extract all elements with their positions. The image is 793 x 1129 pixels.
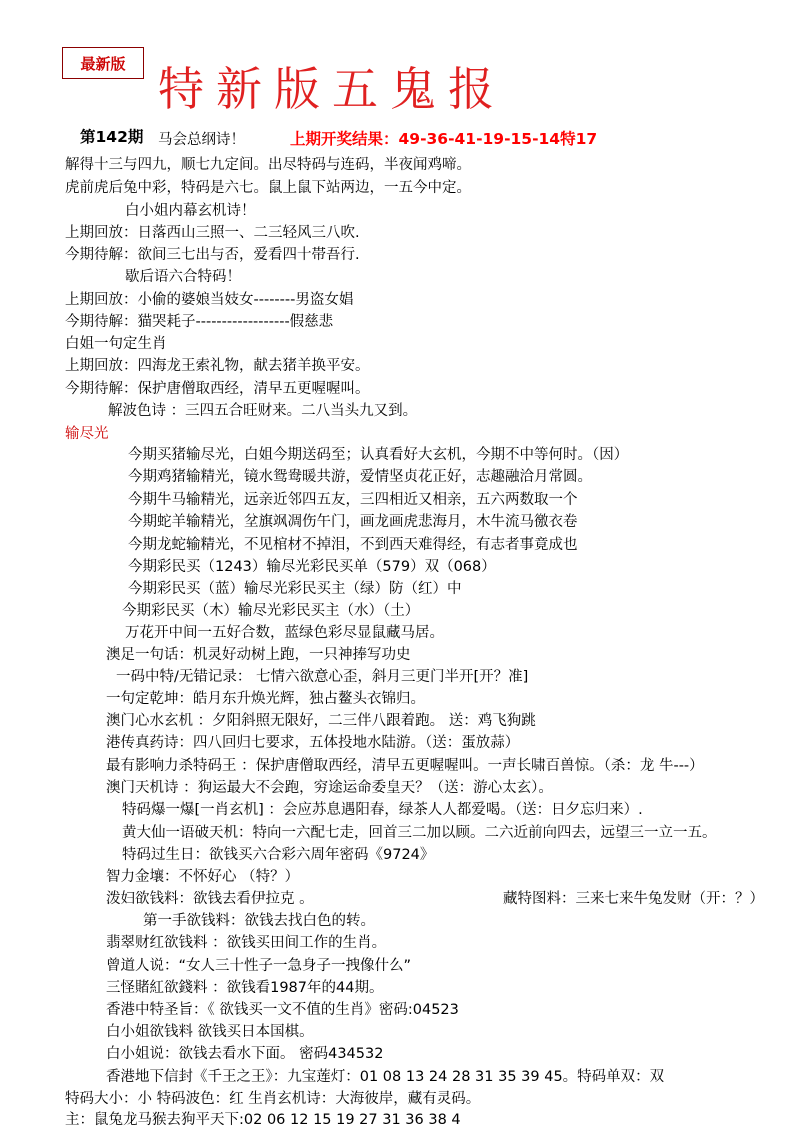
poem-heading: 马会总纲诗！ bbox=[158, 132, 245, 148]
section-heading: 歇后语六合特码！ bbox=[125, 269, 241, 285]
section-heading: 白姐一句定生肖 bbox=[65, 336, 167, 352]
text-line: 澳门天机诗 ：狗运最大不会跑，穷途运命委皇天？（送：游心太玄）。 bbox=[106, 780, 553, 796]
text-line: 上期回放：小偷的婆娘当妓女--------男盗女娼 bbox=[65, 292, 354, 308]
text-line: 今期彩民买（蓝）输尽光彩民买主（绿）防（红）中 bbox=[128, 581, 462, 597]
text-line: 今期待解：猫哭耗子------------------假慈悲 bbox=[65, 314, 334, 330]
text-line: 三怪賭紅欲錢料 ：欲钱看1987年的44期。 bbox=[106, 980, 384, 996]
text-line: 白小姐欲钱料 欲钱买日本国棋。 bbox=[106, 1024, 314, 1040]
text-line: 今期彩民买（木）输尽光彩民买主（水）（土） bbox=[122, 603, 420, 619]
text-line: 一码中特/无错记录： 七情六欲意心歪，斜月三更门半开[开？准] bbox=[116, 669, 529, 685]
text-line: 今期待解：保护唐僧取西经，清早五更喔喔叫。 bbox=[65, 381, 370, 397]
text-line: 万花开中间一五好合数，蓝绿色彩尽显鼠藏马居。 bbox=[125, 625, 444, 641]
text-line: 今期蛇羊输精光，坌旗飒凋伤午门，画龙画虎悲海月，木牛流马徼衣卷 bbox=[128, 514, 578, 530]
text-line: 港传真药诗：四八回归七要求，五体投地水陆游。（送：蛋放蒜） bbox=[106, 735, 520, 751]
text-line: 一句定乾坤：皓月东升焕光辉，独占鳌头衣锦归。 bbox=[106, 691, 425, 707]
text-line: 泼妇欲钱料：欲钱去看伊拉克 。 bbox=[106, 891, 314, 907]
text-line: 今期待解：欲间三七出与否，爱看四十帯吾行. bbox=[65, 247, 360, 263]
text-line: 澳门心水玄机 ：夕阳斜照无限好，二三伴八跟着跑。 送：鸡飞狗跳 bbox=[106, 713, 536, 729]
text-line: 白小姐说：欲钱去看水下面。 密码434532 bbox=[106, 1046, 384, 1062]
text-line: 智力金壤：不怀好心 （特？） bbox=[106, 869, 300, 885]
text-line: 藏特图料：三来七来牛兔发财（开：？） bbox=[503, 891, 764, 907]
text-line: 最有影响力杀特码王 ：保护唐僧取西经，清早五更喔喔叫。一声长啸百兽惊。（杀：龙 牛---） bbox=[106, 758, 704, 774]
last-draw-result: 上期开奖结果：49-36-41-19-15-14特17 bbox=[290, 130, 598, 148]
text-line: 第一手欲钱料：欲钱去找白色的转。 bbox=[143, 913, 375, 929]
text-line: 解得十三与四九，顺七九定间。出尽特码与连码，半夜闻鸡啼。 bbox=[65, 157, 471, 173]
text-line: 主：鼠兔龙马猴去狗平天下:02 06 12 15 19 27 31 36 38 4 bbox=[65, 1112, 461, 1128]
text-line: 澳足一句话：机灵好动树上跑，一只神捧写功史 bbox=[106, 647, 411, 663]
text-line: 翡翠财红欲钱料 ：欲钱买田间工作的生肖。 bbox=[106, 935, 387, 951]
issue-number: 第142期 bbox=[80, 128, 144, 146]
text-line: 今期买猪输尽光，白姐今期送码至；认真看好大玄机，今期不中等何时。（因） bbox=[128, 447, 629, 463]
section-heading-red: 输尽光 bbox=[65, 426, 109, 442]
text-line: 今期牛马输精光，远亲近邻四五友，三四相近又相亲，五六两数取一个 bbox=[128, 492, 578, 508]
text-line: 特码过生日：欲钱买六合彩六周年密码《9724》 bbox=[122, 847, 435, 863]
text-line: 虎前虎后兔中彩，特码是六七。鼠上鼠下站两边，一五今中定。 bbox=[65, 180, 471, 196]
text-line: 今期龙蛇输精光，不见棺材不掉泪，不到西天难得经，有志者事竟成也 bbox=[128, 537, 578, 553]
text-line: 上期回放：日落西山三照一、二三轻风三八吹. bbox=[65, 225, 360, 241]
text-line: 特码爆一爆[一肖玄机] ：会应苏息遇阳春，绿茶人人都爱喝。（送：日夕忘归来）. bbox=[122, 802, 643, 818]
text-line: 上期回放：四海龙王索礼物，献去猪羊换平安。 bbox=[65, 358, 370, 374]
text-line: 特码大小：小 特码波色：红 生肖玄机诗：大海彼岸，藏有灵码。 bbox=[65, 1091, 481, 1107]
text-line: 香港地下信封《千王之王》：九宝莲灯：01 08 13 24 28 31 35 39 45。特码单双：双 bbox=[106, 1069, 665, 1085]
page-title: 特新版五鬼报 bbox=[158, 62, 506, 116]
text-line: 解波色诗 ：三四五合旺财来。二八当头九又到。 bbox=[108, 403, 418, 419]
edition-badge: 最新版 bbox=[62, 47, 144, 79]
text-line: 今期彩民买（1243）输尽光彩民买单（579）双（068） bbox=[128, 559, 496, 575]
text-line: 香港中特圣旨：《 欲钱买一文不值的生肖》密码:04523 bbox=[106, 1002, 459, 1018]
text-line: 黄大仙一语破天机：特向一六配七走，回首三二加以顾。二六近前向四去，远望三一立一五。 bbox=[122, 825, 717, 841]
section-heading: 白小姐内幕玄机诗！ bbox=[125, 203, 256, 219]
text-line: 曾道人说：“女人三十性子一急身子一拽像什么” bbox=[106, 958, 412, 974]
text-line: 今期鸡猪输精光，镜水鸳鸯暖共游，爱情坚贞花正好，志趣融洽月常圆。 bbox=[128, 469, 592, 485]
